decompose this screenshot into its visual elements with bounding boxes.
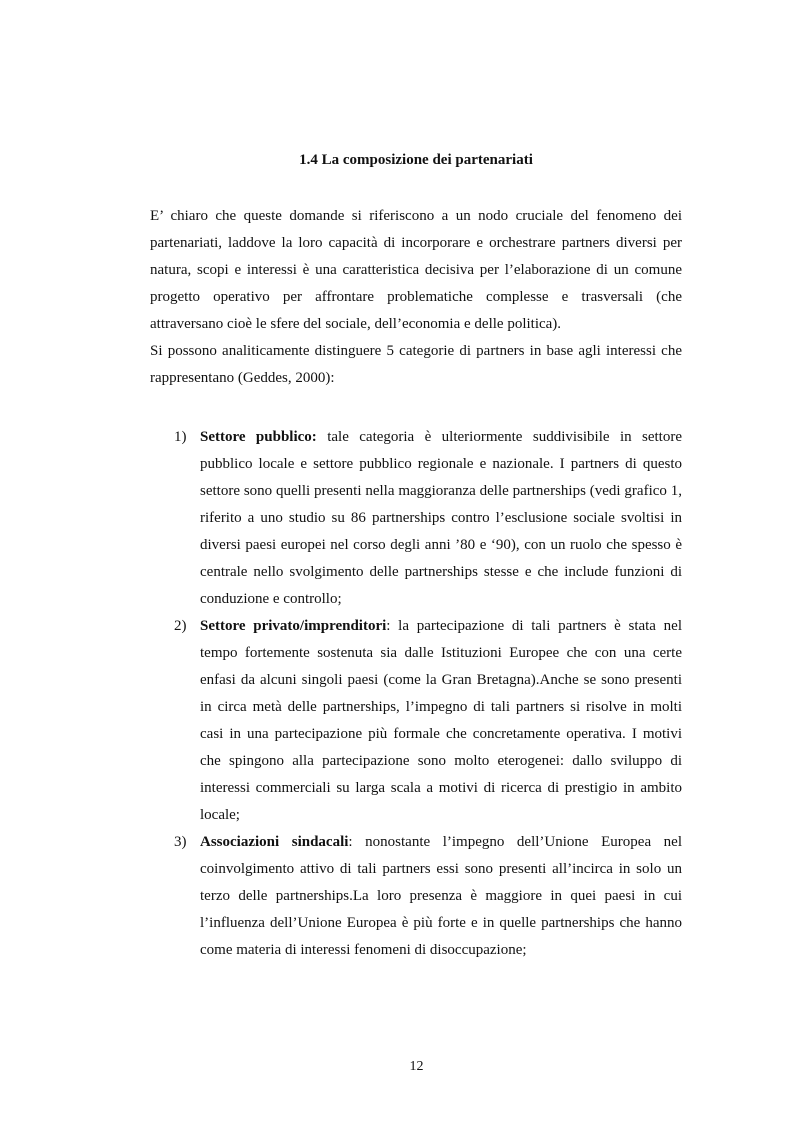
list-item xyxy=(150,424,682,613)
list-item-number: 2) xyxy=(174,618,187,634)
section-title: 1.4 La composizione dei partenariati xyxy=(299,152,533,168)
list-item-number: 3) xyxy=(174,834,187,850)
list-item xyxy=(150,613,682,829)
page-number: 12 xyxy=(409,1059,424,1074)
list-item-text: : la partecipazione di tali partners è stata nel tempo fortemente sostenuta sia dalle Istituzioni Europee che con una certe enfasi da alcuni singoli paesi (come la Gran Bretagna).Anche se sono presenti in circa metà delle partnerships, l’impegno di tali partners si risolve in molti casi in una partecipazione più formale che concretamente operativa. I motivi che spingono alla partecipazione sono molto eterogenei: dallo sviluppo di interessi commerciali su larga scala a motivi di ricerca di prestigio in ambito locale; xyxy=(200,618,682,823)
list-item-text: tale categoria è ulteriormente suddivisibile in settore pubblico locale e settore pubblico regionale e nazionale. I partners di questo settore sono quelli presenti nella maggioranza delle partnerships (vedi grafico 1, riferito a uno studio su 86 partnerships contro l’esclusione sociale svoltisi in diversi paesi europei nel corso degli anni ’80 e ‘90), con un ruolo che spesso è centrale nello svolgimento delle partnerships stesse e che include funzioni di conduzione e controllo; xyxy=(200,429,682,607)
body-paragraph: E’ chiaro che queste domande si riferiscono a un nodo cruciale del fenomeno dei partenariati, laddove la loro capacità di incorporare e orchestrare partners diversi per natura, scopi e interessi è una caratteristica decisiva per l’elaborazione di un comune progetto operativo per affrontare problematiche complesse e trasversali (che attraversano cioè le sfere del sociale, dell’economia e delle politica). xyxy=(150,208,682,332)
partner-categories-list xyxy=(150,424,682,964)
list-item-heading: Settore pubblico: xyxy=(200,429,317,445)
list-item-text: : nonostante l’impegno dell’Unione Europea nel coinvolgimento attivo di tali partners essi sono presenti all’incirca in solo un terzo delle partnerships.La loro presenza è maggiore in quei paesi in cui l’influenza dell’Unione Europea è più forte e in quelle partnerships che hanno come materia di interessi fenomeni di disoccupazione; xyxy=(200,834,682,958)
list-item-number: 1) xyxy=(174,429,187,445)
list-item-heading: Settore privato/imprenditori xyxy=(200,618,387,634)
body-paragraph: Si possono analiticamente distinguere 5 categorie di partners in base agli interessi che rappresentano (Geddes, 2000): xyxy=(150,343,682,386)
list-item xyxy=(150,829,682,964)
list-item-heading: Associazioni sindacali xyxy=(200,834,349,850)
